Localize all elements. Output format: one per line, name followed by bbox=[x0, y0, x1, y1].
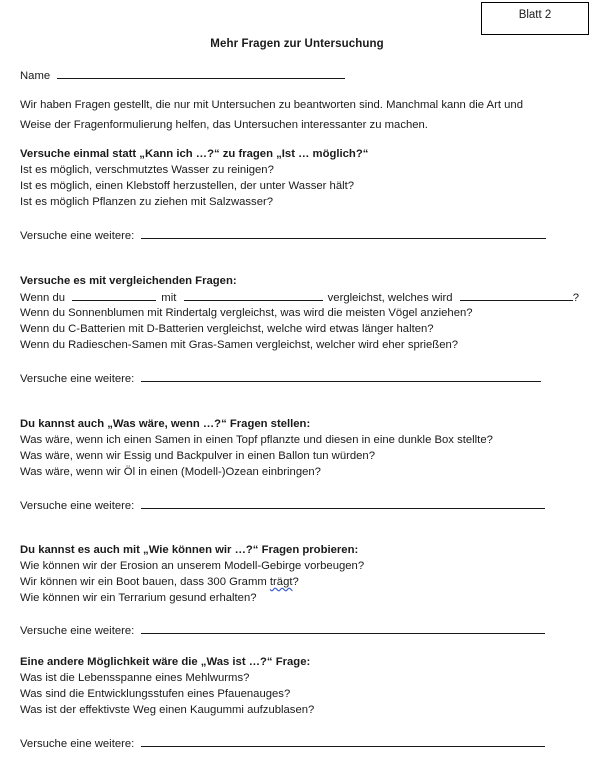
template-part-2: mit bbox=[161, 292, 177, 304]
try-another-label: Versuche eine weitere: bbox=[20, 738, 135, 750]
name-label: Name bbox=[20, 70, 51, 82]
template-part-3: vergleichst, welches wird bbox=[327, 292, 453, 304]
list-item: Wenn du Sonnenblumen mit Rindertalg vergleichst, was wird die meisten Vögel anziehen? bbox=[20, 307, 473, 319]
list-item: Ist es möglich, verschmutztes Wasser zu reinigen? bbox=[20, 164, 274, 176]
list-item-suffix: ? bbox=[292, 576, 299, 588]
template-blank-1[interactable] bbox=[72, 289, 156, 301]
answer-blank[interactable] bbox=[141, 370, 541, 382]
list-item: Was wäre, wenn ich einen Samen in einen Topf pflanzte und diesen in eine dunkle Box stellte? bbox=[20, 434, 493, 446]
section-1-heading: Versuche einmal statt „Kann ich …?“ zu fragen „Ist … möglich?“ bbox=[20, 148, 369, 160]
answer-blank[interactable] bbox=[141, 497, 545, 509]
template-part-4: ? bbox=[572, 292, 580, 304]
try-another-row bbox=[20, 735, 545, 752]
answer-blank[interactable] bbox=[141, 622, 545, 634]
section-5-heading: Eine andere Möglichkeit wäre die „Was ist …?“ Frage: bbox=[20, 656, 311, 668]
comparison-template bbox=[20, 289, 579, 306]
list-item: Was sind die Entwicklungsstufen eines Pfauenauges? bbox=[20, 688, 291, 700]
try-another-row bbox=[20, 370, 541, 387]
name-row bbox=[20, 67, 345, 84]
try-another-label: Versuche eine weitere: bbox=[20, 230, 135, 242]
list-item: Ist es möglich Pflanzen zu ziehen mit Salzwasser? bbox=[20, 196, 274, 208]
list-item: Was ist die Lebensspanne eines Mehlwurms? bbox=[20, 672, 250, 684]
try-another-row bbox=[20, 622, 545, 639]
section-4-heading: Du kannst es auch mit „Wie können wir …?“ Fragen probieren: bbox=[20, 544, 359, 556]
try-another-label: Versuche eine weitere: bbox=[20, 500, 135, 512]
section-2-heading: Versuche es mit vergleichenden Fragen: bbox=[20, 275, 237, 287]
list-item: Wenn du Radieschen-Samen mit Gras-Samen vergleichst, welcher wird eher sprießen? bbox=[20, 339, 459, 351]
intro-line-1: Wir haben Fragen gestellt, die nur mit Untersuchen zu beantworten sind. Manchmal kann die Art und bbox=[20, 99, 523, 111]
list-item: Wie können wir der Erosion an unserem Modell-Gebirge vorbeugen? bbox=[20, 560, 365, 572]
intro-line-2: Weise der Fragenformulierung helfen, das Untersuchen interessanter zu machen. bbox=[20, 119, 428, 131]
template-blank-2[interactable] bbox=[184, 289, 323, 301]
list-item: Was wäre, wenn wir Essig und Backpulver in einen Ballon tun würden? bbox=[20, 450, 375, 462]
spellcheck-flagged-word: trägt bbox=[269, 576, 293, 588]
list-item: Was wäre, wenn wir Öl in einen (Modell-)Ozean einbringen? bbox=[20, 466, 321, 478]
try-another-label: Versuche eine weitere: bbox=[20, 373, 135, 385]
template-blank-3[interactable] bbox=[460, 289, 573, 301]
list-item: Was ist der effektivste Weg einen Kaugummi aufzublasen? bbox=[20, 704, 315, 716]
sheet-label: Blatt 2 bbox=[518, 9, 552, 21]
list-item-text: Wir können wir ein Boot bauen, dass 300 Gramm bbox=[20, 576, 270, 588]
name-blank[interactable] bbox=[57, 67, 345, 79]
try-another-row bbox=[20, 497, 545, 514]
try-another-label: Versuche eine weitere: bbox=[20, 625, 135, 637]
page-title: Mehr Fragen zur Untersuchung bbox=[210, 38, 384, 50]
section-3-heading: Du kannst auch „Was wäre, wenn …?“ Fragen stellen: bbox=[20, 418, 311, 430]
sheet-label-box bbox=[481, 2, 589, 35]
list-item: Wenn du C-Batterien mit D-Batterien vergleichst, welche wird etwas länger halten? bbox=[20, 323, 434, 335]
list-item bbox=[20, 574, 299, 590]
template-part-1: Wenn du bbox=[20, 292, 66, 304]
try-another-row bbox=[20, 227, 546, 244]
answer-blank[interactable] bbox=[141, 227, 546, 239]
answer-blank[interactable] bbox=[141, 735, 545, 747]
list-item: Ist es möglich, einen Klebstoff herzustellen, der unter Wasser hält? bbox=[20, 180, 355, 192]
list-item: Wie können wir ein Terrarium gesund erhalten? bbox=[20, 592, 257, 604]
